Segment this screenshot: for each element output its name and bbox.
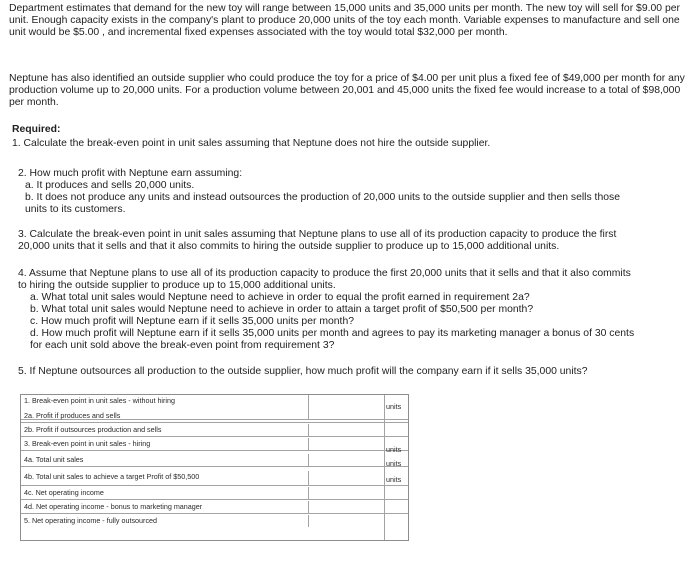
answer-unit: units — [386, 459, 402, 468]
answer-row-label: 2a. Profit if produces and sells — [24, 411, 121, 420]
question-2b-line-2: units to its customers. — [25, 204, 126, 215]
answer-row-9 — [21, 515, 408, 527]
question-4b: b. What total unit sales would Neptune need to achieve in order to attain a target profit of $50,500 per month? — [30, 304, 534, 315]
answer-row-3 — [21, 424, 408, 437]
answer-row-label: 4d. Net operating income - bonus to marketing manager — [24, 502, 203, 511]
answer-input-2b[interactable] — [308, 424, 385, 436]
question-3-line-1: 3. Calculate the break-even point in unit sales assuming that Neptune plans to use all of its production capacity to produce the first — [18, 229, 617, 240]
column-divider — [384, 395, 385, 540]
answer-input-4a[interactable] — [308, 454, 385, 466]
answer-row-2 — [21, 410, 408, 423]
answer-row-5 — [21, 454, 408, 467]
answer-unit: units — [386, 445, 402, 454]
answer-row-label: 2b. Profit if outsources production and sells — [24, 425, 162, 434]
required-heading: Required: — [12, 124, 61, 135]
answer-row-label: 4b. Total unit sales to achieve a target Profit of $50,500 — [24, 472, 200, 481]
answer-row-label: 4c. Net operating income — [24, 488, 104, 497]
question-2a: a. It produces and sells 20,000 units. — [25, 180, 195, 191]
question-4d-line-1: d. How much profit will Neptune earn if it sells 35,000 units per month and agrees to pay its marketing manager a bonus of 30 cents — [30, 328, 635, 339]
answer-input-4b[interactable] — [308, 471, 385, 485]
answer-row-8 — [21, 501, 408, 514]
intro-paragraph-1: Department estimates that demand for the new toy will range between 15,000 units and 35,000 units per month. The new toy will sell for $9.00 per unit. Enough capacity exists in the company's plant to produce 20,000 units of the toy each month. Variable expenses to manufacture and sell one unit would be $5.00 , and incremental fixed expenses associated with the toy would total $32,000 per month. — [9, 3, 680, 39]
answer-input-5[interactable] — [308, 515, 385, 527]
question-1: 1. Calculate the break-even point in unit sales assuming that Neptune does not hire the outside supplier. — [12, 138, 491, 149]
intro-paragraph-2: Neptune has also identified an outside supplier who could produce the toy for a price of $4.00 per unit plus a fixed fee of $49,000 per month for any production volume up to 20,000 units. For a production volume between 20,001 and 45,000 units the fixed fee would increase to a total of $98,000 per month. — [9, 73, 685, 109]
question-4d-line-2: for each unit sold above the break-even point from requirement 3? — [30, 340, 335, 351]
answer-row-7 — [21, 487, 408, 500]
answer-row-6 — [21, 471, 408, 486]
question-4a: a. What total unit sales would Neptune need to achieve in order to equal the profit earned in requirement 2a? — [30, 292, 530, 303]
answer-input-4c[interactable] — [308, 487, 385, 499]
answer-table — [20, 394, 409, 541]
answer-input-4d[interactable] — [308, 501, 385, 513]
answer-row-4 — [21, 438, 408, 454]
answer-unit: units — [386, 402, 402, 411]
question-2: 2. How much profit with Neptune earn assuming: — [18, 168, 243, 179]
answer-unit: units — [386, 475, 402, 484]
question-4-line-1: 4. Assume that Neptune plans to use all of its production capacity to produce the first 20,000 units that it sells and that it also commits — [18, 268, 631, 279]
answer-row-label: 5. Net operating income - fully outsourced — [24, 516, 158, 525]
question-5: 5. If Neptune outsources all production to the outside supplier, how much profit will the company earn if it sells 35,000 units? — [18, 366, 588, 377]
answer-row-label: 3. Break-even point in unit sales - hiring — [24, 439, 151, 448]
question-4c: c. How much profit will Neptune earn if it sells 35,000 units per month? — [30, 316, 354, 327]
answer-row-label: 1. Break-even point in unit sales - without hiring — [24, 396, 176, 405]
question-2b-line-1: b. It does not produce any units and instead outsources the production of 20,000 units to the outside supplier and then sells those — [25, 192, 620, 203]
answer-input-3[interactable] — [308, 438, 385, 450]
answer-row-label: 4a. Total unit sales — [24, 455, 84, 464]
question-4-line-2: to hiring the outside supplier to produce up to 15,000 additional units. — [18, 280, 336, 291]
question-3-line-2: 20,000 units that it sells and that it also commits to hiring the outside supplier to produce up to 15,000 additional units. — [18, 241, 560, 252]
